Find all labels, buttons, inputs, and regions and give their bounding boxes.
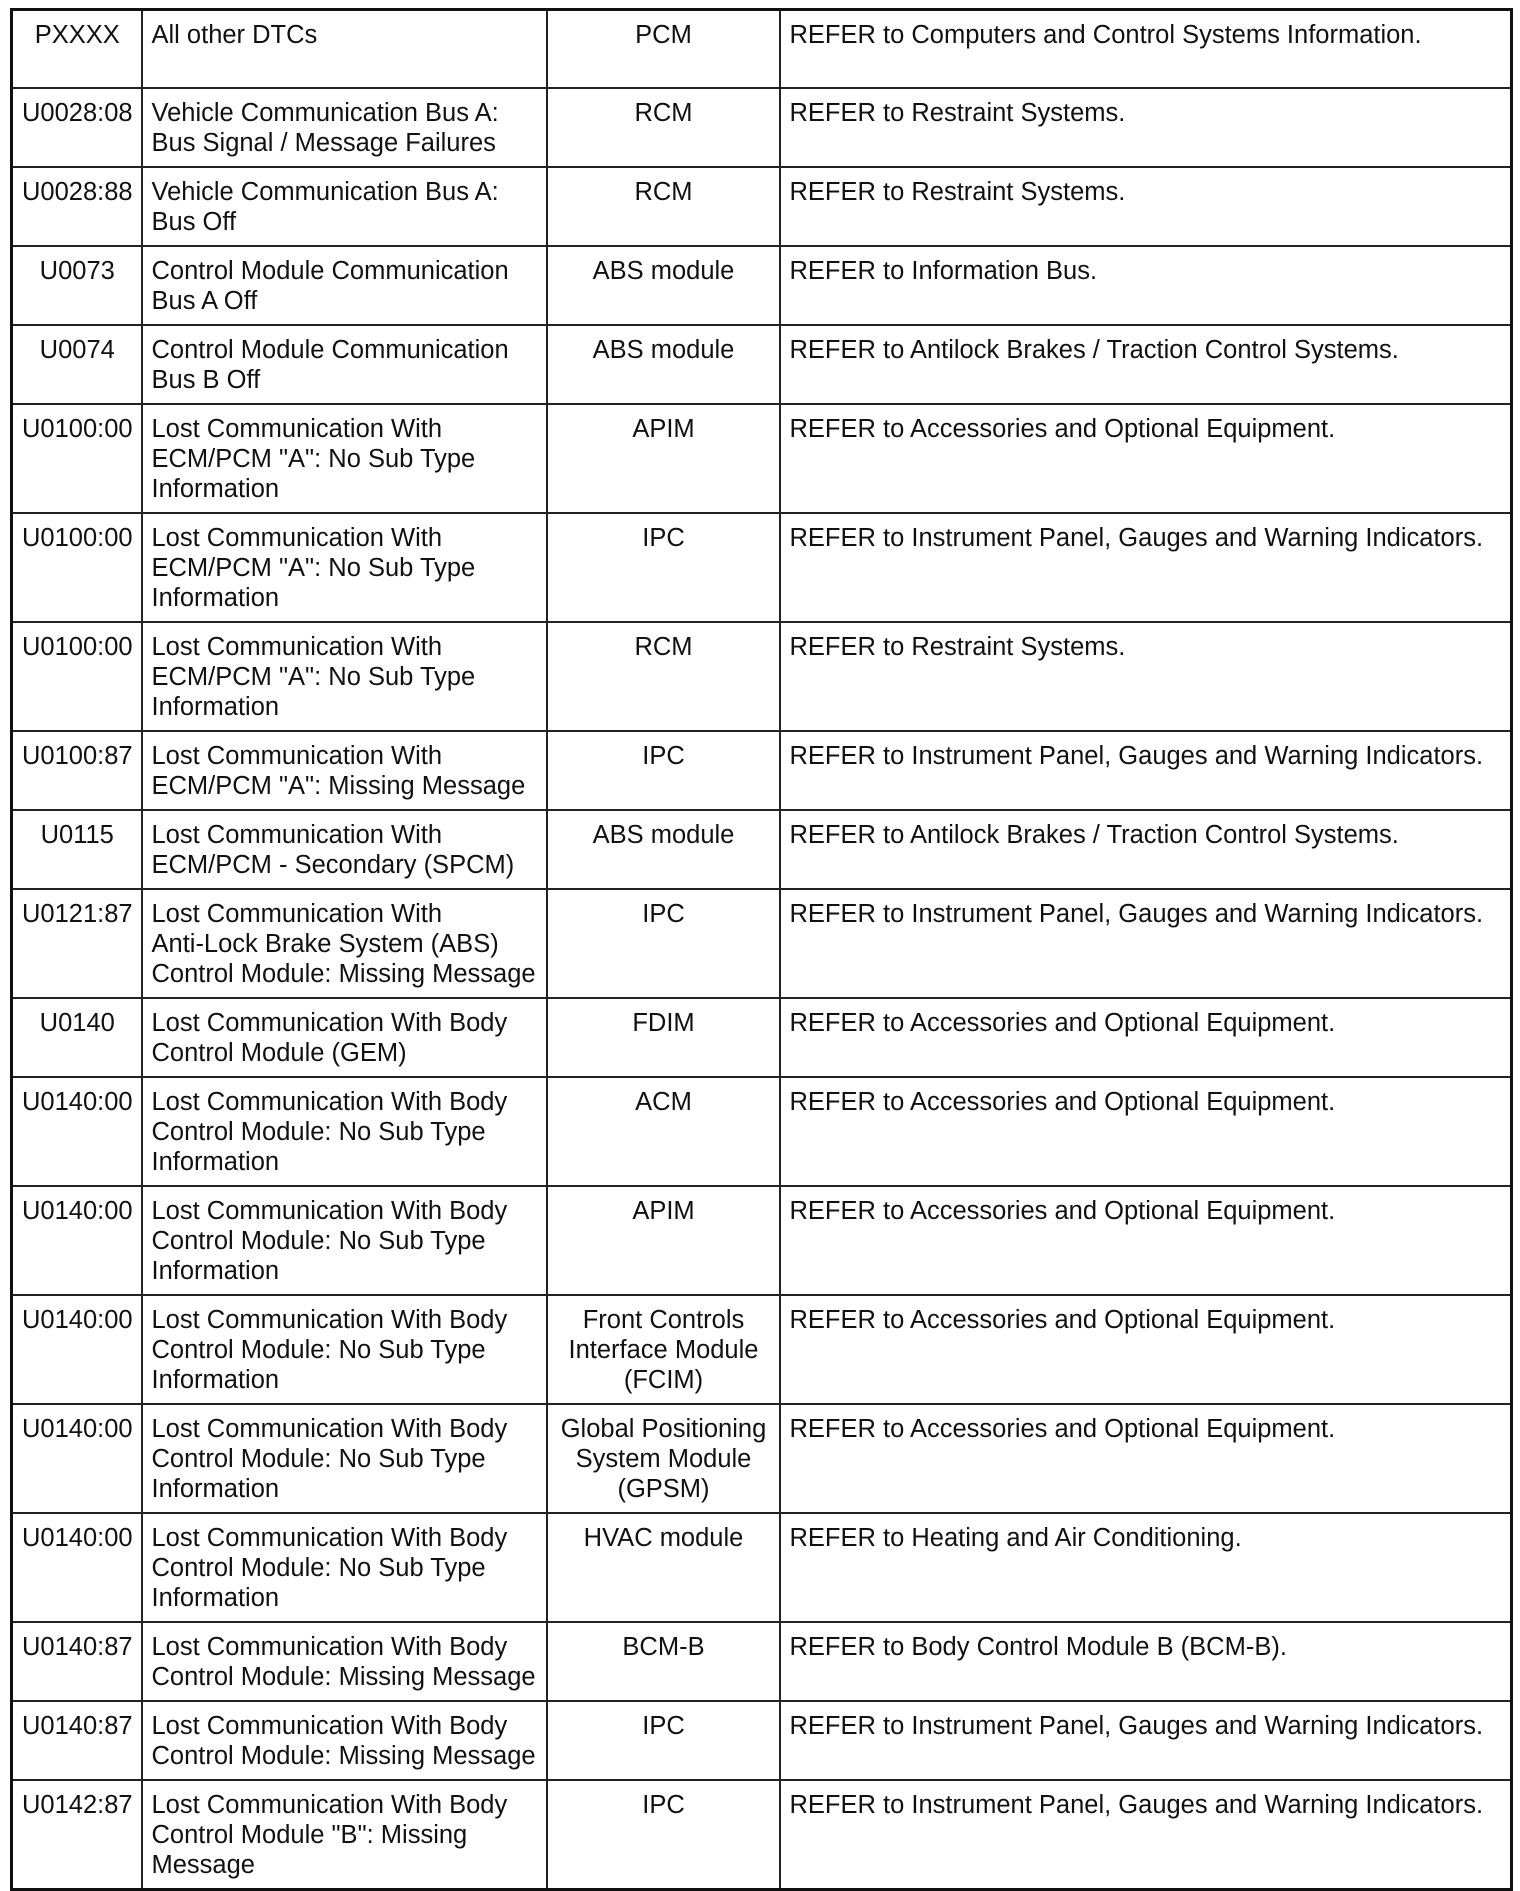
dtc-code: U0140:00 <box>12 1077 142 1186</box>
dtc-code: U0140:00 <box>12 1404 142 1513</box>
table-row <box>12 731 1512 810</box>
dtc-code: U0100:00 <box>12 404 142 513</box>
table-row <box>12 246 1512 325</box>
dtc-code: U0028:88 <box>12 167 142 246</box>
dtc-table-body <box>12 10 1512 1890</box>
dtc-description: Lost Communication With ECM/PCM "A": No Sub Type Information <box>142 622 547 731</box>
dtc-module: RCM <box>547 88 780 167</box>
dtc-description: Lost Communication With ECM/PCM - Secondary (SPCM) <box>142 810 547 889</box>
dtc-code: U0115 <box>12 810 142 889</box>
dtc-action: REFER to Antilock Brakes / Traction Control Systems. <box>780 325 1512 404</box>
dtc-module: IPC <box>547 1780 780 1890</box>
dtc-module: FDIM <box>547 998 780 1077</box>
dtc-module: IPC <box>547 889 780 998</box>
dtc-action: REFER to Restraint Systems. <box>780 167 1512 246</box>
table-row <box>12 1186 1512 1295</box>
dtc-module: APIM <box>547 404 780 513</box>
dtc-action: REFER to Accessories and Optional Equipment. <box>780 1295 1512 1404</box>
dtc-code: U0140:00 <box>12 1186 142 1295</box>
dtc-action: REFER to Restraint Systems. <box>780 622 1512 731</box>
dtc-description: Lost Communication With Body Control Module (GEM) <box>142 998 547 1077</box>
dtc-action: REFER to Heating and Air Conditioning. <box>780 1513 1512 1622</box>
dtc-description: Vehicle Communication Bus A: Bus Signal / Message Failures <box>142 88 547 167</box>
table-row <box>12 1077 1512 1186</box>
dtc-description: Lost Communication With ECM/PCM "A": No Sub Type Information <box>142 513 547 622</box>
dtc-code: U0100:00 <box>12 513 142 622</box>
dtc-description: Lost Communication With Body Control Module: No Sub Type Information <box>142 1295 547 1404</box>
table-row <box>12 622 1512 731</box>
dtc-action: REFER to Instrument Panel, Gauges and Warning Indicators. <box>780 889 1512 998</box>
dtc-code: U0140:00 <box>12 1513 142 1622</box>
dtc-table <box>10 8 1513 1891</box>
dtc-module: IPC <box>547 1701 780 1780</box>
dtc-code: U0073 <box>12 246 142 325</box>
table-row <box>12 1780 1512 1890</box>
dtc-action: REFER to Accessories and Optional Equipment. <box>780 1186 1512 1295</box>
dtc-code: U0140:87 <box>12 1622 142 1701</box>
dtc-module: ABS module <box>547 246 780 325</box>
dtc-description: Lost Communication With Body Control Module: No Sub Type Information <box>142 1186 547 1295</box>
table-row <box>12 88 1512 167</box>
dtc-description: Lost Communication With Body Control Module: No Sub Type Information <box>142 1513 547 1622</box>
table-row <box>12 1513 1512 1622</box>
table-row <box>12 1622 1512 1701</box>
dtc-description: Lost Communication With Body Control Module: No Sub Type Information <box>142 1077 547 1186</box>
dtc-module: IPC <box>547 513 780 622</box>
dtc-code: U0140 <box>12 998 142 1077</box>
dtc-description: Lost Communication With Anti-Lock Brake System (ABS) Control Module: Missing Message <box>142 889 547 998</box>
table-row <box>12 10 1512 88</box>
dtc-module: PCM <box>547 10 780 88</box>
dtc-module: Front Controls Interface Module (FCIM) <box>547 1295 780 1404</box>
dtc-action: REFER to Body Control Module B (BCM-B). <box>780 1622 1512 1701</box>
dtc-description: Control Module Communication Bus A Off <box>142 246 547 325</box>
dtc-code: U0140:87 <box>12 1701 142 1780</box>
dtc-code: U0142:87 <box>12 1780 142 1890</box>
dtc-code: U0028:08 <box>12 88 142 167</box>
dtc-description: Lost Communication With Body Control Module: Missing Message <box>142 1622 547 1701</box>
dtc-action: REFER to Computers and Control Systems Information. <box>780 10 1512 88</box>
dtc-module: ABS module <box>547 325 780 404</box>
table-row <box>12 325 1512 404</box>
table-row <box>12 889 1512 998</box>
table-row <box>12 810 1512 889</box>
dtc-action: REFER to Accessories and Optional Equipment. <box>780 1404 1512 1513</box>
dtc-code: U0100:87 <box>12 731 142 810</box>
dtc-description: Lost Communication With ECM/PCM "A": Missing Message <box>142 731 547 810</box>
dtc-action: REFER to Instrument Panel, Gauges and Warning Indicators. <box>780 513 1512 622</box>
dtc-module: IPC <box>547 731 780 810</box>
table-row <box>12 167 1512 246</box>
dtc-description: Lost Communication With ECM/PCM "A": No Sub Type Information <box>142 404 547 513</box>
table-row <box>12 1295 1512 1404</box>
table-row <box>12 1701 1512 1780</box>
dtc-action: REFER to Information Bus. <box>780 246 1512 325</box>
dtc-code: U0140:00 <box>12 1295 142 1404</box>
dtc-description: Lost Communication With Body Control Module: No Sub Type Information <box>142 1404 547 1513</box>
dtc-module: RCM <box>547 167 780 246</box>
dtc-module: Global Positioning System Module (GPSM) <box>547 1404 780 1513</box>
dtc-module: ACM <box>547 1077 780 1186</box>
dtc-description: Vehicle Communication Bus A: Bus Off <box>142 167 547 246</box>
dtc-module: BCM-B <box>547 1622 780 1701</box>
table-row <box>12 1404 1512 1513</box>
dtc-module: ABS module <box>547 810 780 889</box>
dtc-code: U0074 <box>12 325 142 404</box>
dtc-module: APIM <box>547 1186 780 1295</box>
dtc-description: Lost Communication With Body Control Module: Missing Message <box>142 1701 547 1780</box>
dtc-table-page <box>10 8 1510 1891</box>
dtc-action: REFER to Instrument Panel, Gauges and Warning Indicators. <box>780 731 1512 810</box>
dtc-code: U0100:00 <box>12 622 142 731</box>
dtc-module: RCM <box>547 622 780 731</box>
dtc-action: REFER to Antilock Brakes / Traction Control Systems. <box>780 810 1512 889</box>
dtc-description: All other DTCs <box>142 10 547 88</box>
dtc-code: PXXXX <box>12 10 142 88</box>
dtc-action: REFER to Accessories and Optional Equipment. <box>780 998 1512 1077</box>
dtc-action: REFER to Accessories and Optional Equipment. <box>780 404 1512 513</box>
table-row <box>12 513 1512 622</box>
dtc-action: REFER to Restraint Systems. <box>780 88 1512 167</box>
table-row <box>12 998 1512 1077</box>
table-row <box>12 404 1512 513</box>
dtc-action: REFER to Instrument Panel, Gauges and Warning Indicators. <box>780 1780 1512 1890</box>
dtc-description: Control Module Communication Bus B Off <box>142 325 547 404</box>
dtc-code: U0121:87 <box>12 889 142 998</box>
dtc-action: REFER to Instrument Panel, Gauges and Warning Indicators. <box>780 1701 1512 1780</box>
dtc-module: HVAC module <box>547 1513 780 1622</box>
dtc-action: REFER to Accessories and Optional Equipment. <box>780 1077 1512 1186</box>
dtc-description: Lost Communication With Body Control Module "B": Missing Message <box>142 1780 547 1890</box>
